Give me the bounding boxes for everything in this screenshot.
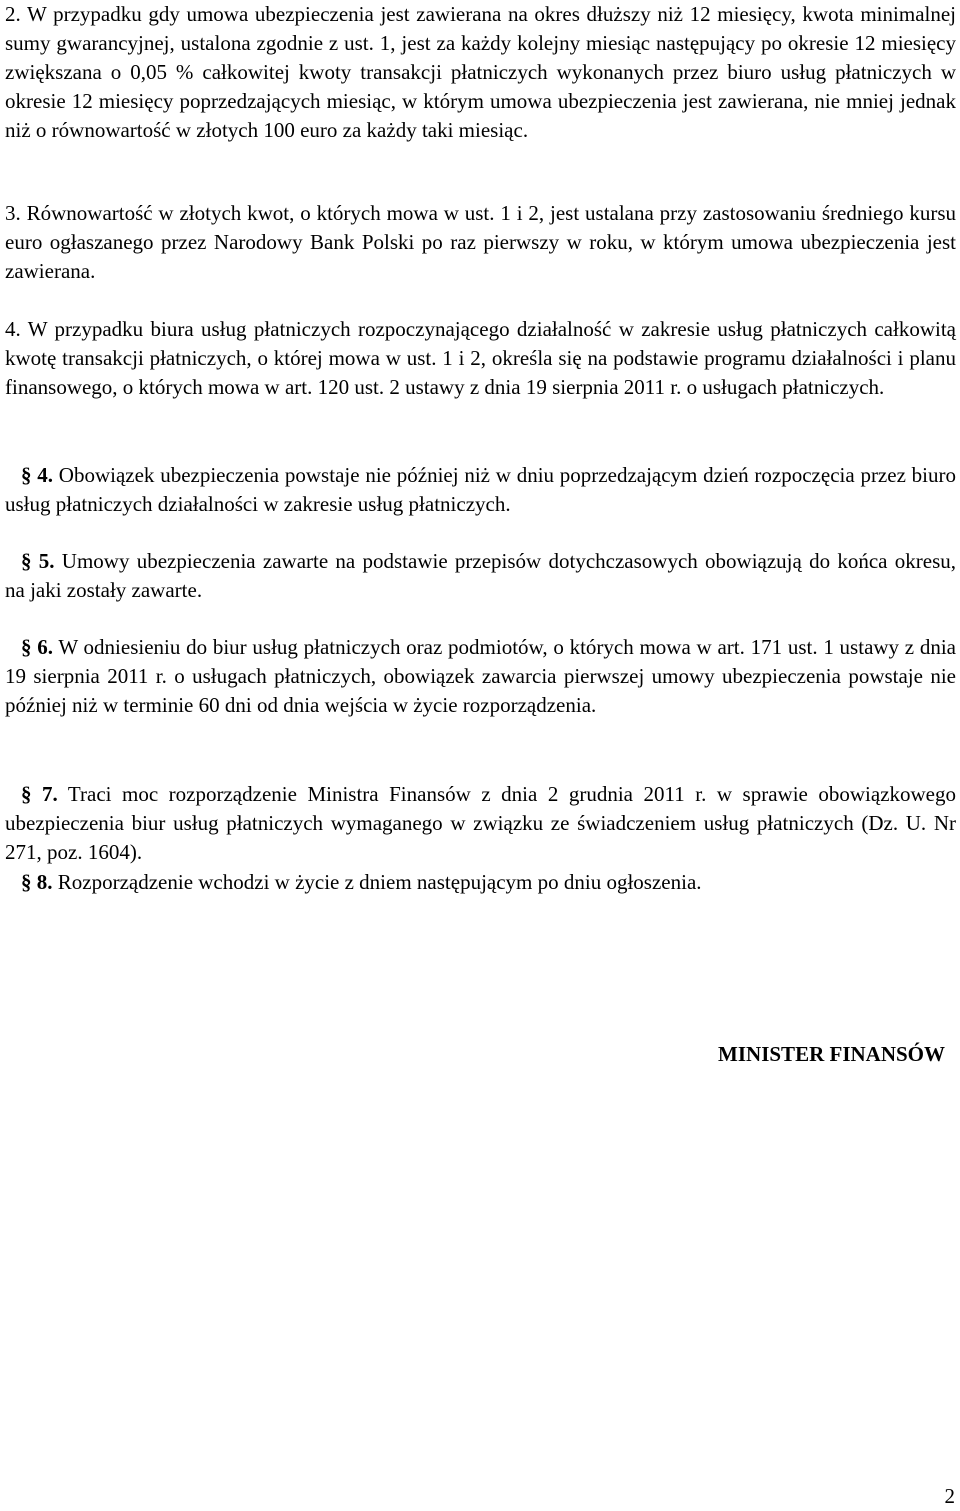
section-8 xyxy=(5,868,702,897)
section-5 xyxy=(5,547,956,605)
section-7-number: § 7. xyxy=(21,782,58,806)
section-5-text: Umowy ubezpieczenia zawarte na podstawie przepisów dotychczasowych obowiązują do końca okresu, na jaki zostały zawarte. xyxy=(5,549,956,602)
section-6-text: W odniesieniu do biur usług płatniczych oraz podmiotów, o których mowa w art. 171 ust. 1 ustawy z dnia 19 sierpnia 2011 r. o usługach płatniczych, obowiązek zawarcia pierwszej umowy ubezpieczenia powstaje nie później niż w terminie 60 dni od dnia wejścia w życie rozporządzenia. xyxy=(5,635,957,717)
section-7 xyxy=(5,780,956,867)
section-6-number: § 6. xyxy=(21,635,53,659)
section-6 xyxy=(5,633,956,720)
signature: MINISTER FINANSÓW xyxy=(718,1042,945,1066)
section-7-text: Traci moc rozporządzenie Ministra Finansów z dnia 2 grudnia 2011 r. w sprawie obowiązkowego ubezpieczenia biur usług płatniczych wymaganego w związku ze świadczeniem usług płatniczych (Dz. U. Nr 271, poz. 1604). xyxy=(5,782,957,864)
section-4 xyxy=(5,461,956,519)
paragraph-3: 3. Równowartość w złotych kwot, o których mowa w ust. 1 i 2, jest ustalana przy zastosowaniu średniego kursu euro ogłaszanego przez Narodowy Bank Polski po raz pierwszy w roku, w którym umowa ubezpieczenia jest zawierana. xyxy=(5,201,956,283)
section-8-text: Rozporządzenie wchodzi w życie z dniem następującym po dniu ogłoszenia. xyxy=(52,870,702,894)
section-4-number: § 4. xyxy=(21,463,54,487)
page-number: 2 xyxy=(944,1484,955,1508)
section-5-number: § 5. xyxy=(21,549,55,573)
paragraph-2: 2. W przypadku gdy umowa ubezpieczenia jest zawierana na okres dłuższy niż 12 miesięcy, kwota minimalnej sumy gwarancyjnej, ustalona zgodnie z ust. 1, jest za każdy kolejny miesiąc następujący po okresie 12 miesięcy zwiększana o 0,05 % całkowitej kwoty transakcji płatniczych wykonanych przez biuro usług płatniczych w okresie 12 miesięcy poprzedzających miesiąc, w którym umowa ubezpieczenia jest zawierana, nie mniej jednak niż o równowartość w złotych 100 euro za każdy taki miesiąc. xyxy=(5,2,956,142)
paragraph-4: 4. W przypadku biura usług płatniczych rozpoczynającego działalność w zakresie usług płatniczych całkowitą kwotę transakcji płatniczych, o której mowa w ust. 1 i 2, określa się na podstawie programu działalności i planu finansowego, o których mowa w art. 120 ust. 2 ustawy z dnia 19 sierpnia 2011 r. o usługach płatniczych. xyxy=(5,317,956,399)
section-8-number: § 8. xyxy=(21,870,53,894)
section-4-text: Obowiązek ubezpieczenia powstaje nie później niż w dniu poprzedzającym dzień rozpoczęcia przez biuro usług płatniczych działalności w zakresie usług płatniczych. xyxy=(5,463,956,516)
